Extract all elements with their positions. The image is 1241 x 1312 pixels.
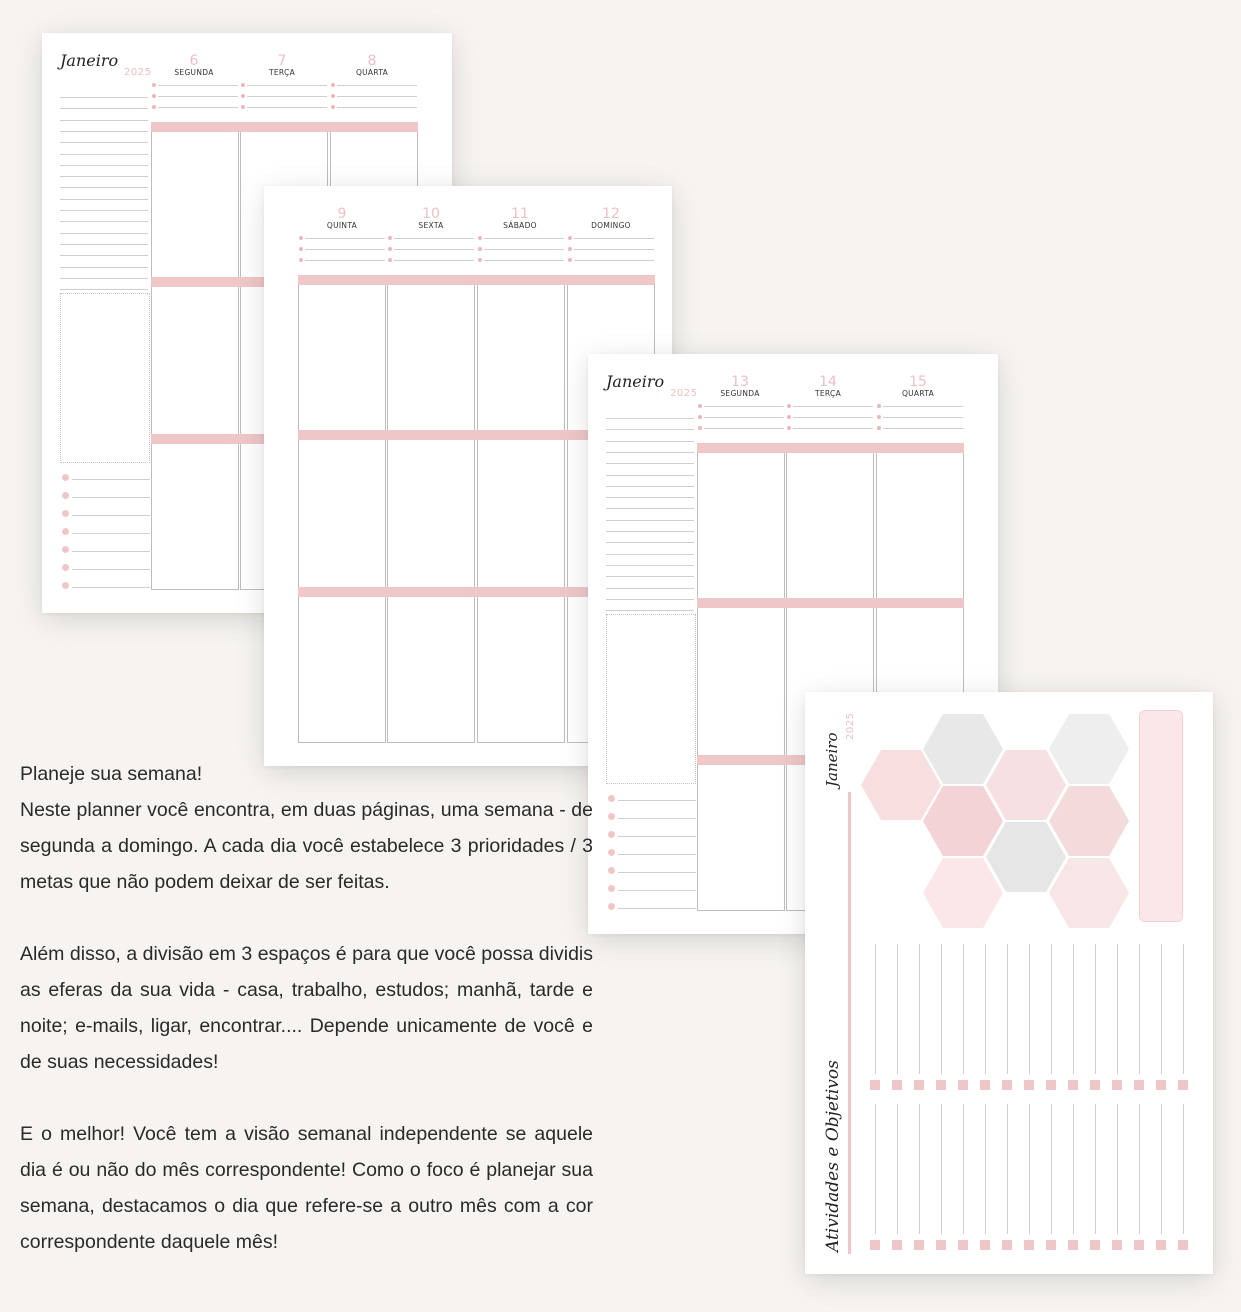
ruled-line — [60, 210, 148, 211]
priority-line — [247, 107, 327, 108]
day-number: 11 — [511, 206, 529, 222]
ruled-line — [606, 542, 694, 543]
tracker-line — [941, 944, 942, 1074]
ruled-line — [60, 187, 148, 188]
day-name: QUINTA — [326, 221, 358, 230]
priority-dot — [877, 404, 881, 408]
hexagon — [923, 858, 1003, 928]
tracker-square — [1046, 1080, 1056, 1090]
tracker-square — [1112, 1240, 1122, 1250]
hexagon — [1049, 786, 1129, 856]
day-number: 7 — [277, 53, 287, 69]
priority-line — [883, 406, 963, 407]
ruled-line — [606, 554, 694, 555]
priority-line — [247, 85, 327, 86]
hexagon — [1049, 714, 1129, 784]
ruled-line — [60, 289, 148, 290]
ruled-line — [606, 610, 694, 611]
tracker-line — [919, 1104, 920, 1234]
day-number: 9 — [337, 206, 347, 222]
priority-dot — [877, 415, 881, 419]
day-number: 12 — [602, 206, 620, 222]
tracker-line — [1161, 1104, 1162, 1234]
priority-line — [883, 417, 963, 418]
vertical-accent-line — [848, 792, 851, 1254]
day-number: 14 — [819, 374, 837, 390]
tracker-line — [985, 1104, 986, 1234]
description-text — [20, 756, 593, 1260]
tracker-square — [980, 1240, 990, 1250]
tracker-square — [1090, 1240, 1100, 1250]
ruled-line — [606, 508, 694, 509]
priority-dot — [787, 415, 791, 419]
priority-dot — [568, 247, 572, 251]
tracker-line — [1095, 1104, 1096, 1234]
tracker-line — [963, 944, 964, 1074]
tracker-square — [914, 1240, 924, 1250]
tracker-line — [1183, 944, 1184, 1074]
day-name: TERÇA — [814, 389, 842, 398]
ruled-line — [606, 576, 694, 577]
priority-line — [394, 238, 474, 239]
year-label: 2025 — [124, 67, 152, 78]
ruled-line — [606, 463, 694, 464]
tracker-square — [1178, 1240, 1188, 1250]
priority-dot — [698, 415, 702, 419]
day-number: 8 — [367, 53, 377, 69]
day-column — [697, 445, 785, 911]
tracker-line — [897, 1104, 898, 1234]
day-name: SEGUNDA — [174, 68, 214, 77]
tracker-square — [1178, 1080, 1188, 1090]
checklist-line — [618, 908, 696, 909]
ruled-line — [60, 267, 148, 268]
tracker-line — [919, 944, 920, 1074]
description-body: Neste planner você encontra, em duas páginas, uma semana - de segunda a domingo. A cada dia você estabelece 3 prioridades / 3 metas que não podem deixar de ser feitas. — [20, 799, 593, 893]
tracker-line — [875, 944, 876, 1074]
day-number: 15 — [909, 374, 927, 390]
description-paragraph: Além disso, a divisão em 3 espaços é para que você possa dividis as eferas da sua vida - casa, trabalho, estudos; manhã, tarde e noite; e-mails, ligar, encontrar.... Depende unicamente de você e de suas necessidades! — [20, 943, 593, 1073]
day-column — [151, 124, 239, 590]
tracker-square — [1112, 1080, 1122, 1090]
year-label: 2025 — [670, 388, 698, 399]
priority-dot — [478, 258, 482, 262]
priority-dot — [241, 105, 245, 109]
checklist-bullet — [62, 510, 69, 517]
tracker-square — [1156, 1080, 1166, 1090]
tracker-line — [1139, 944, 1140, 1074]
priority-line — [305, 249, 385, 250]
tracker-line — [941, 1104, 942, 1234]
tracker-line — [1117, 944, 1118, 1074]
priority-line — [574, 238, 654, 239]
priority-line — [247, 96, 327, 97]
tracker-line — [1051, 1104, 1052, 1234]
ruled-line — [60, 108, 148, 109]
day-number: 13 — [731, 374, 749, 390]
tracker-square — [936, 1240, 946, 1250]
ruled-line — [606, 475, 694, 476]
priority-dot — [331, 94, 335, 98]
day-name: QUARTA — [901, 389, 935, 398]
ruled-line — [606, 531, 694, 532]
hexagon — [986, 750, 1066, 820]
checklist-line — [72, 497, 150, 498]
priority-dot — [152, 83, 156, 87]
hexagon — [986, 822, 1066, 892]
priority-dot — [568, 236, 572, 240]
priority-dot — [568, 258, 572, 262]
tracker-square — [870, 1080, 880, 1090]
day-name: SEXTA — [418, 221, 444, 230]
tracker-line — [875, 1104, 876, 1234]
tracker-square — [1090, 1080, 1100, 1090]
priority-dot — [299, 236, 303, 240]
section-title-vertical: Atividades e Objetivos — [823, 1060, 843, 1252]
priority-dot — [152, 105, 156, 109]
priority-line — [793, 428, 873, 429]
tracker-line — [1007, 944, 1008, 1074]
priority-line — [793, 417, 873, 418]
ruled-line — [606, 441, 694, 442]
hexagon — [923, 714, 1003, 784]
tracker-square — [914, 1080, 924, 1090]
priority-dot — [787, 426, 791, 430]
day-number: 10 — [422, 206, 440, 222]
priority-line — [158, 107, 238, 108]
checklist-line — [618, 836, 696, 837]
checklist-line — [72, 515, 150, 516]
priority-dot — [299, 247, 303, 251]
tracker-square — [958, 1080, 968, 1090]
priority-line — [704, 406, 784, 407]
day-name: SEGUNDA — [720, 389, 760, 398]
checklist-line — [618, 800, 696, 801]
priority-line — [337, 96, 417, 97]
day-column — [387, 277, 475, 743]
day-name: DOMINGO — [591, 221, 631, 230]
month-title: Janeiro — [606, 372, 665, 391]
tracker-line — [1029, 944, 1030, 1074]
day-name: QUARTA — [355, 68, 389, 77]
tracker-square — [1068, 1080, 1078, 1090]
priority-line — [337, 107, 417, 108]
ruled-line — [60, 165, 148, 166]
ruled-line — [60, 278, 148, 279]
tracker-line — [1073, 944, 1074, 1074]
checklist-bullet — [62, 564, 69, 571]
checklist-bullet — [62, 582, 69, 589]
tracker-line — [1161, 944, 1162, 1074]
day-name: TERÇA — [268, 68, 296, 77]
ruled-line — [606, 565, 694, 566]
tracker-line — [1183, 1104, 1184, 1234]
tracker-line — [1117, 1104, 1118, 1234]
ruled-line — [606, 452, 694, 453]
priority-line — [704, 428, 784, 429]
priority-dot — [478, 247, 482, 251]
priority-dot — [299, 258, 303, 262]
checklist-line — [618, 872, 696, 873]
priority-line — [484, 260, 564, 261]
ruled-line — [60, 244, 148, 245]
tracker-line — [1007, 1104, 1008, 1234]
checklist-line — [72, 569, 150, 570]
checklist-bullet — [62, 546, 69, 553]
checklist-line — [72, 533, 150, 534]
ruled-line — [60, 199, 148, 200]
tracker-line — [1073, 1104, 1074, 1234]
description-paragraph — [20, 756, 593, 900]
hexagon — [923, 786, 1003, 856]
ruled-line — [606, 418, 694, 419]
ruled-line — [606, 588, 694, 589]
section-bar — [298, 275, 655, 285]
priority-dot — [388, 236, 392, 240]
tracker-line — [897, 944, 898, 1074]
ruled-line — [60, 233, 148, 234]
tracker-line — [1095, 944, 1096, 1074]
day-column — [298, 277, 386, 743]
hexagon — [1049, 858, 1129, 928]
checklist-line — [618, 854, 696, 855]
tracker-square — [1134, 1240, 1144, 1250]
priority-dot — [152, 94, 156, 98]
section-bar — [151, 122, 418, 132]
priority-line — [158, 96, 238, 97]
priority-line — [574, 249, 654, 250]
priority-line — [484, 238, 564, 239]
checklist-bullet — [608, 849, 615, 856]
side-note-box — [1139, 710, 1183, 922]
checklist-line — [72, 551, 150, 552]
priority-dot — [241, 83, 245, 87]
priority-dot — [478, 236, 482, 240]
ruled-line — [60, 154, 148, 155]
checklist-bullet — [608, 885, 615, 892]
tracker-square — [1134, 1080, 1144, 1090]
priority-line — [394, 249, 474, 250]
checklist-bullet — [62, 492, 69, 499]
ruled-line — [606, 429, 694, 430]
priority-line — [394, 260, 474, 261]
priority-dot — [241, 94, 245, 98]
checklist-bullet — [62, 474, 69, 481]
checklist-bullet — [608, 903, 615, 910]
day-name: SÁBADO — [503, 221, 537, 230]
tracker-square — [1046, 1240, 1056, 1250]
year-label-vertical: 2025 — [845, 712, 856, 740]
hexagon — [861, 750, 941, 820]
ruled-line — [606, 486, 694, 487]
ruled-line — [60, 142, 148, 143]
tracker-square — [1024, 1080, 1034, 1090]
planner-page-goals — [805, 692, 1213, 1274]
section-bar — [697, 443, 964, 453]
section-bar — [697, 598, 964, 608]
tracker-line — [985, 944, 986, 1074]
tracker-square — [892, 1240, 902, 1250]
checklist-line — [72, 479, 150, 480]
priority-dot — [388, 258, 392, 262]
priority-line — [158, 85, 238, 86]
checklist-bullet — [608, 867, 615, 874]
ruled-line — [606, 520, 694, 521]
priority-line — [574, 260, 654, 261]
ruled-line — [60, 176, 148, 177]
priority-line — [337, 85, 417, 86]
description-title: Planeje sua semana! — [20, 763, 203, 785]
ruled-line — [606, 599, 694, 600]
tracker-square — [892, 1080, 902, 1090]
tracker-square — [1156, 1240, 1166, 1250]
priority-dot — [698, 426, 702, 430]
checklist-line — [72, 587, 150, 588]
tracker-line — [1139, 1104, 1140, 1234]
month-title: Janeiro — [60, 51, 119, 70]
ruled-line — [60, 221, 148, 222]
priority-dot — [388, 247, 392, 251]
ruled-line — [60, 120, 148, 121]
priority-dot — [331, 105, 335, 109]
notes-box — [606, 614, 696, 784]
ruled-line — [606, 497, 694, 498]
tracker-square — [936, 1080, 946, 1090]
tracker-square — [870, 1240, 880, 1250]
description-paragraph: E o melhor! Você tem a visão semanal independente se aquele dia é ou não do mês correspondente! Como o foco é planejar sua semana, destacamos o dia que refere-se a outro mês com a cor correspondente daquele mês! — [20, 1123, 593, 1253]
month-title-vertical: Janeiro — [823, 732, 841, 787]
checklist-bullet — [608, 813, 615, 820]
tracker-square — [958, 1240, 968, 1250]
priority-line — [305, 238, 385, 239]
checklist-bullet — [62, 528, 69, 535]
checklist-line — [618, 818, 696, 819]
priority-dot — [698, 404, 702, 408]
tracker-square — [1002, 1240, 1012, 1250]
ruled-line — [60, 255, 148, 256]
tracker-square — [1002, 1080, 1012, 1090]
day-column — [477, 277, 565, 743]
day-number: 6 — [189, 53, 199, 69]
ruled-line — [60, 97, 148, 98]
notes-box — [60, 293, 150, 463]
ruled-line — [60, 131, 148, 132]
tracker-square — [1068, 1240, 1078, 1250]
priority-dot — [877, 426, 881, 430]
priority-line — [883, 428, 963, 429]
priority-line — [305, 260, 385, 261]
tracker-square — [980, 1080, 990, 1090]
priority-dot — [787, 404, 791, 408]
tracker-square — [1024, 1240, 1034, 1250]
checklist-bullet — [608, 831, 615, 838]
tracker-line — [1051, 944, 1052, 1074]
checklist-bullet — [608, 795, 615, 802]
priority-line — [793, 406, 873, 407]
priority-dot — [331, 83, 335, 87]
priority-line — [484, 249, 564, 250]
tracker-line — [963, 1104, 964, 1234]
checklist-line — [618, 890, 696, 891]
tracker-line — [1029, 1104, 1030, 1234]
priority-line — [704, 417, 784, 418]
